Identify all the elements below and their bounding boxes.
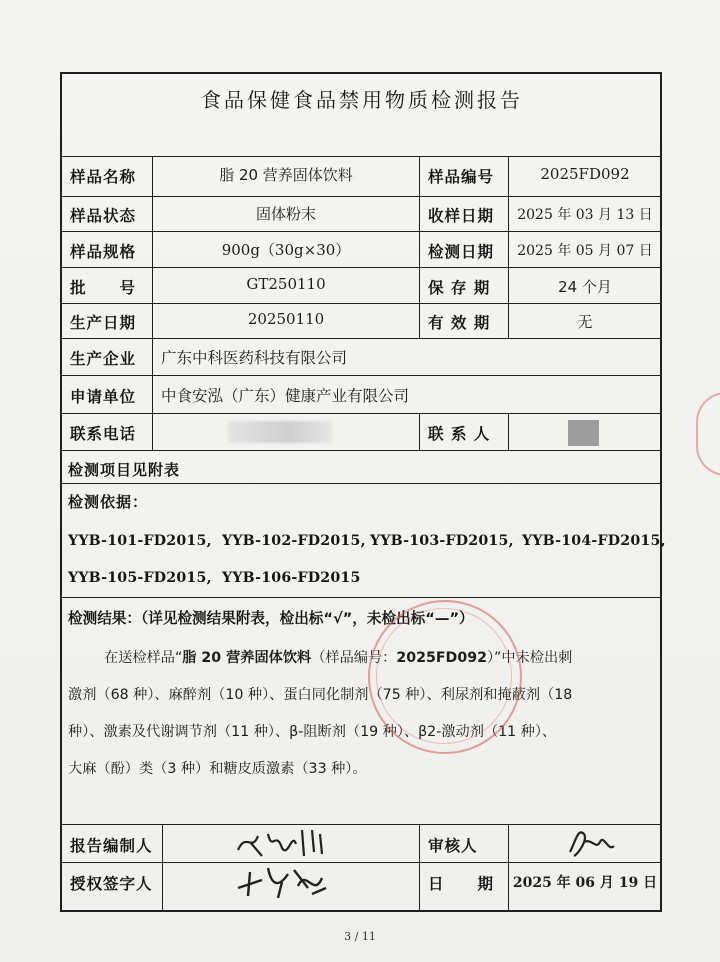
grid-line: [61, 413, 661, 414]
compiler-signature: [232, 822, 332, 862]
grid-line: [61, 483, 661, 484]
grid-line: [419, 824, 420, 912]
grid-line: [508, 824, 509, 912]
grid-line: [61, 303, 661, 304]
contact-label: 联 系 人: [428, 425, 491, 443]
standard-item: YYB-104-FD2015,: [522, 533, 666, 549]
result-sample-no: 2025FD092: [396, 650, 487, 666]
grid-line: [508, 413, 509, 450]
signer-signature: [232, 858, 332, 904]
grid-line: [162, 824, 163, 912]
standard-item: YYB-102-FD2015,: [222, 533, 366, 549]
result-line: 种）、激素及代谢调节剂（11 种）、β-阻断剂（19 种）、β2-激动剂（11 种）、: [68, 724, 557, 740]
redacted-contact: [568, 420, 599, 446]
expiry-label: 有 效 期: [428, 314, 491, 332]
items-label: 检测项目见附表: [68, 461, 181, 479]
result-prefix: 在送检样品“: [104, 650, 183, 666]
sample-spec-label: 样品规格: [70, 243, 137, 261]
grid-line: [61, 862, 661, 863]
result-mid: （样品编号：: [311, 650, 397, 666]
signer-label: 授权签字人: [70, 875, 153, 893]
grid-line: [152, 156, 153, 450]
grid-line: [61, 231, 661, 232]
shelf-life-label: 保 存 期: [428, 279, 491, 297]
grid-line: [61, 597, 661, 598]
standard-item: YYB-101-FD2015,: [68, 533, 212, 549]
receive-date-value: 2025 年 03 月 13 日: [517, 207, 653, 223]
test-date-value: 2025 年 05 月 07 日: [517, 243, 653, 259]
report-title: 食品保健食品禁用物质检测报告: [201, 88, 523, 112]
applicant-label: 申请单位: [70, 388, 137, 406]
grid-line: [61, 196, 661, 197]
grid-line: [61, 450, 661, 451]
sample-state-value: 固体粉末: [255, 205, 316, 223]
sample-name-label: 样品名称: [70, 168, 137, 186]
expiry-value: 无: [577, 313, 593, 331]
grid-line: [61, 267, 661, 268]
reviewer-label: 审核人: [428, 837, 478, 855]
sample-name-value: 脂 20 营养固体饮料: [219, 166, 353, 184]
sample-no-value: 2025FD092: [540, 165, 630, 183]
result-line: 大麻（酚）类（3 种）和糖皮质激素（33 种）。: [68, 761, 367, 777]
prod-date-label: 生产日期: [70, 314, 137, 332]
test-date-label: 检测日期: [428, 243, 495, 261]
applicant-value: 中食安泓（广东）健康产业有限公司: [161, 387, 410, 405]
receive-date-label: 收样日期: [428, 207, 495, 225]
grid-line: [61, 375, 661, 376]
result-line: [68, 640, 664, 677]
result-sample-name: 脂 20 营养固体饮料: [182, 650, 312, 666]
redacted-phone: [228, 421, 332, 443]
reviewer-signature: [564, 822, 624, 862]
page-number: 3 / 11: [344, 930, 376, 943]
batch-label: 批 号: [70, 279, 137, 297]
phone-label: 联系电话: [70, 425, 137, 443]
standard-item: YYB-106-FD2015: [222, 570, 361, 586]
grid-line: [61, 156, 661, 157]
standard-item: YYB-103-FD2015,: [370, 533, 514, 549]
result-line: 激剂（68 种）、麻醉剂（10 种）、蛋白同化制剂（75 种）、利尿剂和掩蔽剂（18: [68, 687, 573, 703]
grid-line: [419, 413, 420, 450]
result-line1-end: ）”中未检出刺: [486, 650, 573, 666]
compiler-label: 报告编制人: [70, 837, 153, 855]
official-seal-inner-ring: [376, 608, 512, 744]
result-label: 检测结果：（详见检测结果附表，检出标“√”，未检出标“—”）: [68, 610, 474, 627]
sample-spec-value: 900g（30g×30）: [221, 241, 351, 259]
manufacturer-value: 广东中科医药科技有限公司: [161, 349, 348, 367]
basis-label: 检测依据：: [68, 493, 149, 511]
grid-line: [419, 156, 420, 339]
report-date-value: 2025 年 06 月 19 日: [512, 875, 658, 891]
manufacturer-label: 生产企业: [70, 350, 137, 368]
grid-line: [61, 338, 661, 339]
sample-state-label: 样品状态: [70, 207, 137, 225]
batch-value: GT250110: [246, 275, 326, 293]
standard-item: YYB-105-FD2015,: [68, 570, 212, 586]
date-label: 日 期: [428, 875, 495, 893]
prod-date-value: 20250110: [247, 310, 325, 328]
shelf-life-value: 24 个月: [558, 278, 612, 296]
sample-no-label: 样品编号: [428, 168, 495, 186]
